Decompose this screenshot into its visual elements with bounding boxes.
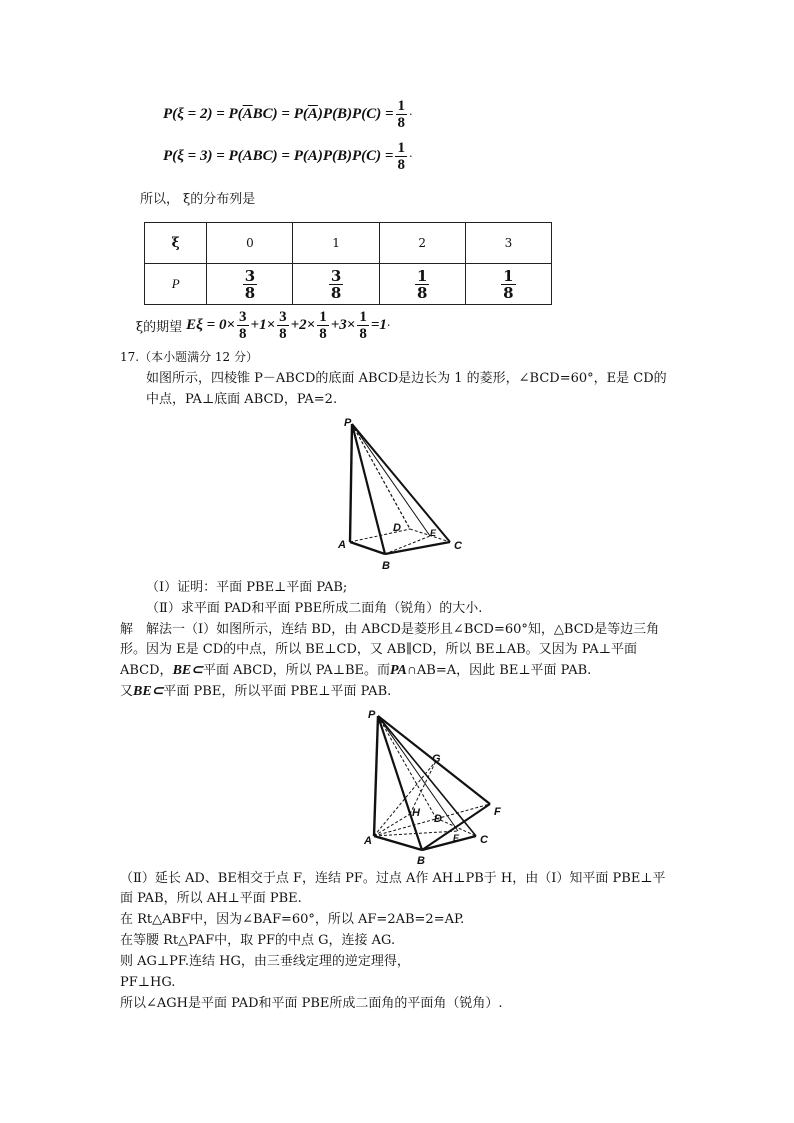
table-head-p: P — [145, 264, 207, 305]
label-c: C — [454, 540, 462, 552]
part2-line-5: 则 AG⊥PF.连结 HG，由三垂线定理的逆定理得， — [120, 954, 410, 969]
solution-math: BE⊂ — [133, 684, 164, 699]
solution-line-1: 解 解法一（Ⅰ）如图所示，连结 BD，由 ABCD是菱形且∠BCD=60°知，△BCD是等边三角 — [120, 622, 660, 637]
solution-text: 平面 ABCD，所以 PA⊥BE。而 — [202, 663, 390, 678]
distribution-intro: 所以， ξ的分布列是 — [140, 192, 256, 207]
edge-pa — [350, 424, 352, 542]
edge-pc — [378, 716, 476, 836]
solution-line-3 — [120, 661, 591, 681]
solution-line-2: 形。因为 E是 CD的中点，所以 BE⊥CD，又 AB∥CD，所以 BE⊥AB。又因为 PA⊥平面 — [120, 642, 637, 657]
label-e: E — [430, 528, 437, 538]
distribution-table — [144, 222, 552, 305]
label-h: H — [412, 807, 420, 819]
formula-1-bar: $\overline{A}$ — [242, 106, 253, 122]
formula-1-bar2: $\overline{A}$ — [307, 106, 318, 122]
question-2: （Ⅱ）求平面 PAD和平面 PBE所成二面角（锐角）的大小. — [146, 601, 483, 616]
problem-17-stem-line-2: 中点，PA⊥底面 ABCD，PA=2. — [146, 392, 338, 407]
part2-line-6: PF⊥HG. — [120, 975, 176, 990]
label-a: A — [364, 835, 372, 847]
expectation-rhs: =1 — [370, 317, 387, 333]
expectation-op: +3× — [330, 317, 356, 333]
edge-ab — [350, 542, 385, 554]
table-head-xi: ξ — [145, 223, 207, 264]
expectation-term-2: $\frac{3}{8}$ — [279, 309, 287, 342]
table-cell: 0 — [207, 223, 293, 264]
solution-math: PA∩ — [390, 663, 417, 678]
formula-1-mid: BC) = P( — [252, 106, 308, 122]
label-b: B — [382, 560, 390, 572]
edge-bc — [422, 836, 476, 850]
expectation-term-1: $\frac{3}{8}$ — [239, 309, 247, 342]
formula-1-rhs: )P(B)P(C) = — [317, 106, 394, 122]
expectation-op: +1× — [250, 317, 276, 333]
table-cell: $\frac{1}{8}$ — [379, 264, 465, 305]
label-d: D — [393, 522, 401, 534]
question-1: （Ⅰ）证明：平面 PBE⊥平面 PAB; — [146, 580, 348, 595]
table-cell: 3 — [465, 223, 551, 264]
part2-line-7: 所以∠AGH是平面 PAD和平面 PBE所成二面角的平面角（锐角）. — [120, 996, 503, 1011]
solution-text: 平面 PBE，所以平面 PBE⊥平面 PAB. — [163, 684, 392, 699]
label-g: G — [432, 753, 441, 765]
table-cell: $\frac{3}{8}$ — [207, 264, 293, 305]
label-d: D — [434, 813, 442, 825]
formula-1-fraction: $\frac{1}{8}$ — [397, 98, 406, 131]
edge-bc — [385, 542, 450, 554]
table-cell: 2 — [379, 223, 465, 264]
edge-ah — [374, 814, 410, 836]
expectation-formula: ξ的期望 Eξ = 0× $\frac{3}{8}$ +1× $\frac{3}{8}$ +2× $\frac{1}{8}$ +3× $\frac{1}{8}$ =1 . — [136, 309, 391, 342]
table-row-probabilities — [145, 264, 552, 305]
solution-text: 又 — [120, 684, 134, 699]
problem-17-stem-line-1: 如图所示，四棱锥 P－ABCD的底面 ABCD是边长为 1 的菱形，∠BCD=60°，E是 CD的 — [146, 371, 667, 386]
formula-p-xi-2: P(ξ = 2) = P( $\overline{A}$ BC) = P( $\overline{A}$ )P(B)P(C) = $\frac{1}{8}$ . — [163, 98, 413, 131]
edge-ab — [374, 836, 422, 850]
solution-math: BE⊂ — [172, 663, 203, 678]
label-p: P — [368, 709, 376, 721]
expectation-term-3: $\frac{1}{8}$ — [319, 309, 327, 342]
edge-pe — [352, 424, 430, 536]
expectation-op: +2× — [290, 317, 316, 333]
table-cell: 1 — [293, 223, 379, 264]
solution-text: ABCD， — [120, 663, 173, 678]
expectation-lhs: Eξ = 0× — [186, 317, 236, 333]
label-a: A — [338, 539, 346, 551]
part2-line-1: （Ⅱ）延长 AD、BE相交于点 F，连结 PF。过点 A作 AH⊥PB于 H，由（Ⅰ）知平面 PBE⊥平 — [120, 871, 666, 886]
expectation-term-4: $\frac{1}{8}$ — [359, 309, 367, 342]
solution-text: AB=A，因此 BE⊥平面 PAB. — [416, 663, 592, 678]
pyramid-figure-2 — [360, 704, 520, 866]
problem-17-header: 17.（本小题满分 12 分） — [120, 350, 258, 364]
solution-line-4 — [120, 682, 391, 702]
pyramid-figure-1 — [330, 414, 480, 574]
table-cell: $\frac{3}{8}$ — [293, 264, 379, 305]
part2-line-3: 在 Rt△ABF中，因为∠BAF=60°，所以 AF=2AB=2=AP. — [120, 912, 465, 927]
formula-p-xi-3: P(ξ = 3) = P(ABC) = P(A)P(B)P(C) = $\frac{1}{8}$ . — [163, 140, 413, 173]
label-b: B — [417, 855, 425, 866]
part2-line-4: 在等腰 Rt△PAF中，取 PF的中点 G，连接 AG. — [120, 933, 396, 948]
part2-line-2: 面 PAB，所以 AH⊥平面 PBE. — [120, 891, 302, 906]
formula-2-lhs: P(ξ = 3) = P(ABC) = P(A)P(B)P(C) = — [163, 148, 394, 164]
formula-2-fraction: $\frac{1}{8}$ — [397, 140, 405, 173]
edge-pa — [374, 716, 378, 836]
label-p: P — [344, 417, 352, 429]
edge-be — [385, 536, 430, 554]
label-f: F — [494, 806, 501, 818]
label-e: E — [453, 833, 460, 843]
edge-pd — [352, 424, 410, 529]
table-cell: $\frac{1}{8}$ — [465, 264, 551, 305]
expectation-label: ξ的期望 — [136, 320, 183, 335]
formula-1-lhs: P(ξ = 2) = P( — [163, 106, 243, 122]
table-row-values — [145, 223, 552, 264]
label-c: C — [480, 834, 488, 846]
